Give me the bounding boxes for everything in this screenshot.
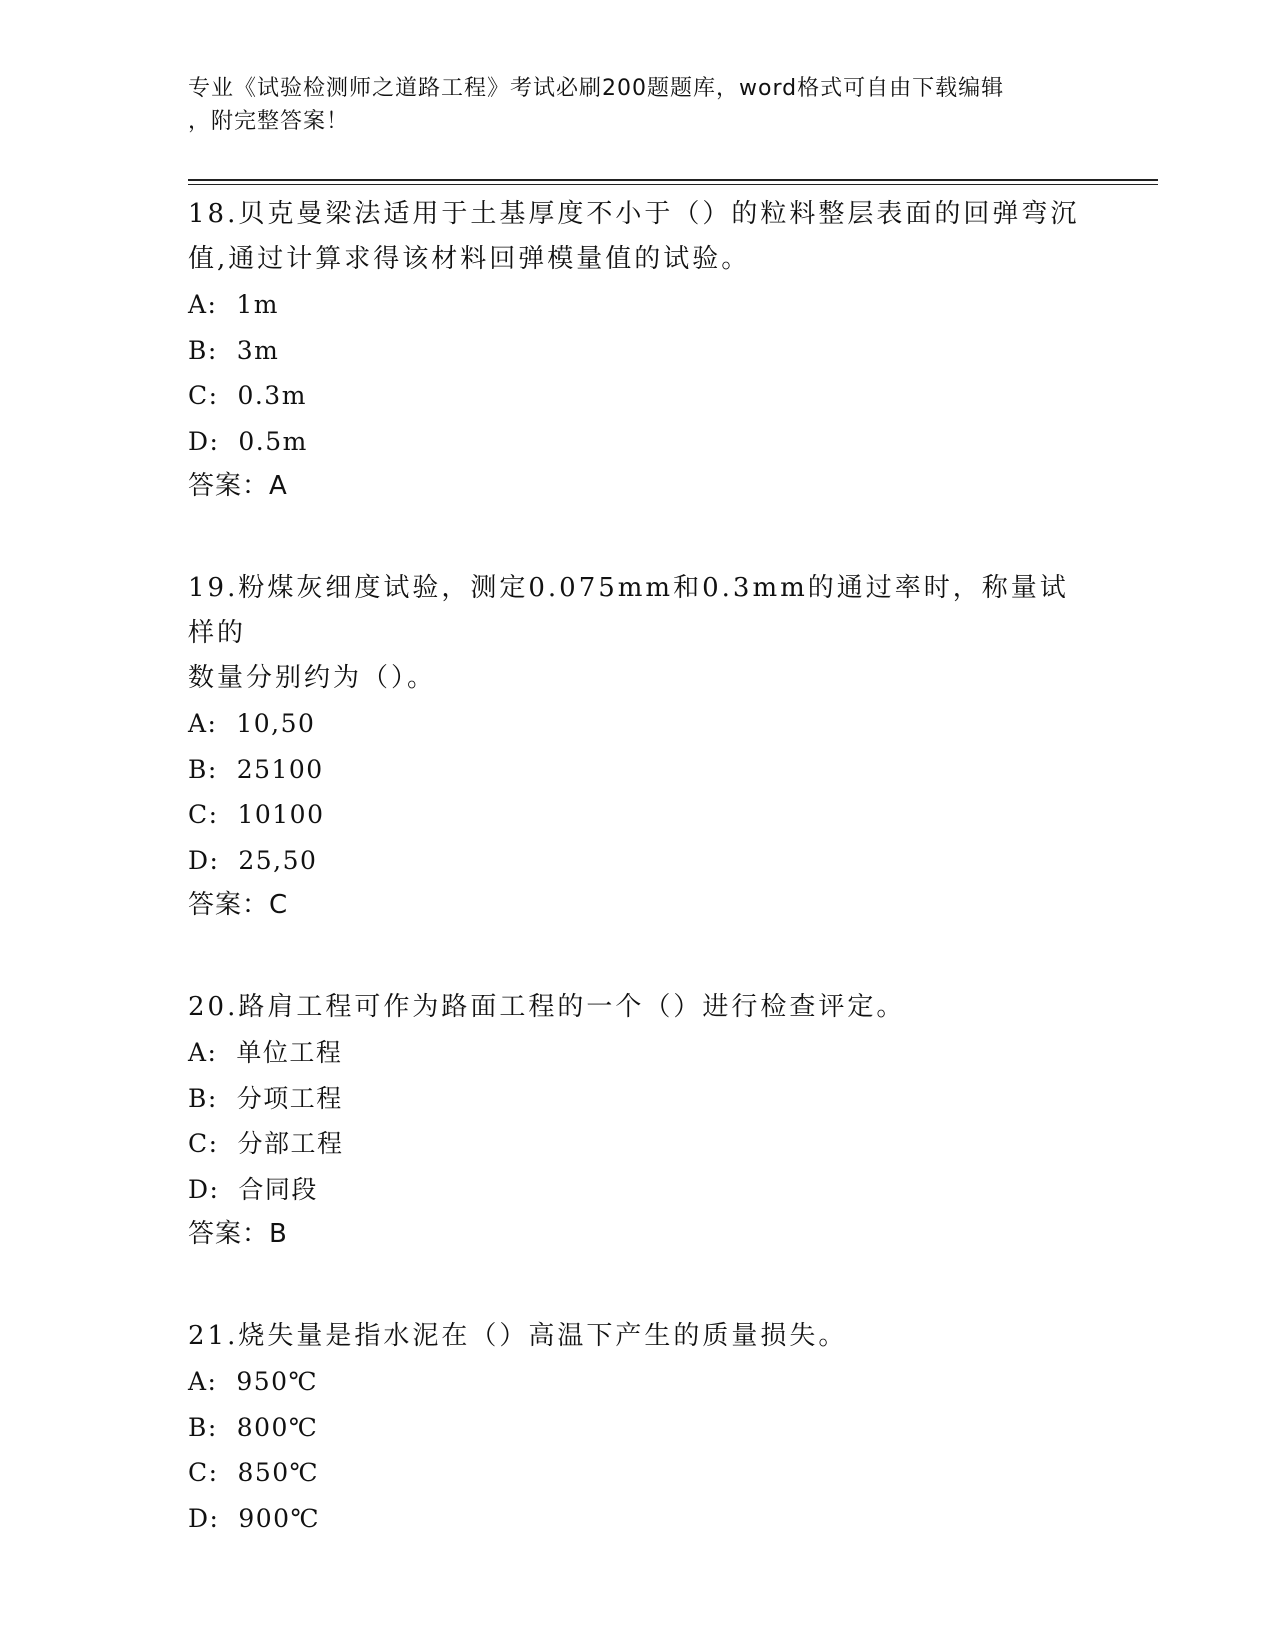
- question-stem: [188, 564, 1088, 701]
- document-header: [188, 72, 1068, 138]
- header-divider-thin: [188, 184, 1158, 185]
- question-stem-line: 20.路肩工程可作为路面工程的一个（）进行检查评定。: [188, 992, 906, 1022]
- option-c: C: 0.3m: [188, 381, 307, 410]
- question-stem-line: 21.烧失量是指水泥在（）高温下产生的质量损失。: [188, 1321, 848, 1351]
- question-stem: [188, 983, 1088, 1030]
- question-stem-line: 19.粉煤灰细度试验，测定0.075mm和0.3mm的通过率时，称量试样的: [188, 573, 1069, 648]
- question-stem-line: 数量分别约为（）。: [188, 663, 437, 693]
- answer-line: 答案：C: [188, 890, 289, 920]
- answer-line: 答案：A: [188, 471, 288, 501]
- option-c: C: 850℃: [188, 1458, 320, 1487]
- option-c: C: 10100: [188, 800, 325, 829]
- question-21: [188, 1312, 1088, 1541]
- header-divider-thick: [188, 179, 1158, 181]
- question-stem: [188, 1312, 1088, 1359]
- question-list: [188, 190, 1088, 1596]
- option-a: A: 950℃: [188, 1367, 319, 1396]
- question-19: [188, 564, 1088, 928]
- question-stem-line: 18.贝克曼梁法适用于土基厚度不小于（）的粒料整层表面的回弹弯沉: [188, 199, 1080, 229]
- option-d: D: 900℃: [188, 1503, 321, 1533]
- option-d: D: 合同段: [188, 1174, 318, 1204]
- answer-line: 答案：B: [188, 1219, 288, 1249]
- option-b: B: 800℃: [188, 1412, 319, 1442]
- option-a: A: 10,50: [188, 709, 316, 738]
- question-stem: [188, 190, 1088, 282]
- option-b: B: 分项工程: [188, 1083, 343, 1113]
- option-b: B: 3m: [188, 335, 280, 365]
- option-a: A: 单位工程: [188, 1038, 343, 1067]
- header-line-1: 专业《试验检测师之道路工程》考试必刷200题题库，word格式可自由下载编辑: [188, 76, 1005, 101]
- option-c: C: 分部工程: [188, 1129, 344, 1158]
- option-b: B: 25100: [188, 754, 324, 784]
- question-stem-line: 值,通过计算求得该材料回弹模量值的试验。: [188, 244, 751, 274]
- option-a: A: 1m: [188, 290, 279, 319]
- option-d: D: 25,50: [188, 845, 318, 875]
- option-d: D: 0.5m: [188, 426, 308, 456]
- header-line-2: ，附完整答案！: [188, 109, 350, 134]
- question-18: [188, 190, 1088, 509]
- question-20: [188, 983, 1088, 1257]
